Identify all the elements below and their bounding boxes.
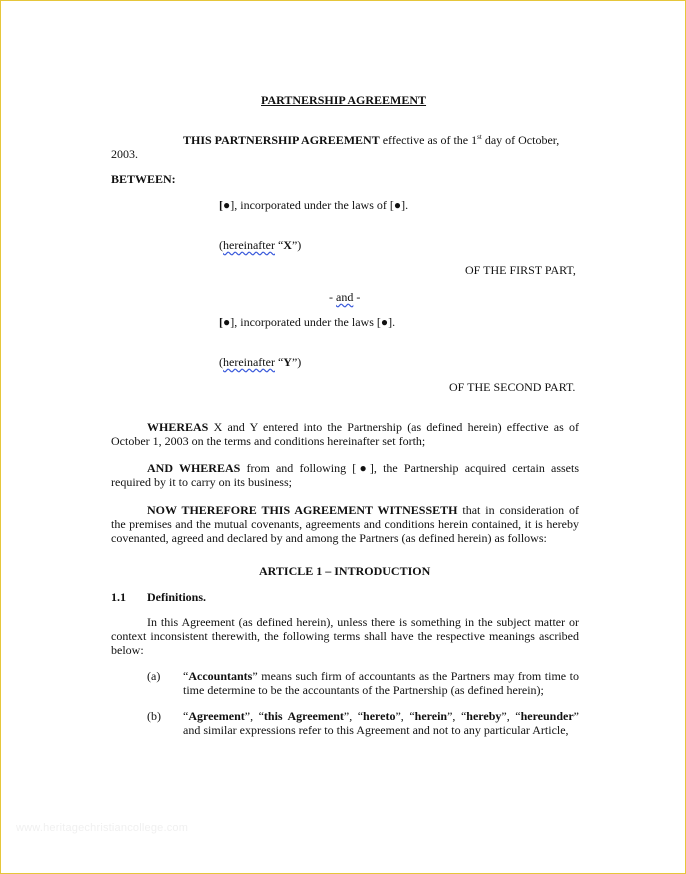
intro-line-2: 2003. bbox=[111, 147, 138, 161]
intro-sup: st bbox=[477, 133, 482, 141]
watermark: www.heritagechristiancollege.com bbox=[16, 822, 189, 834]
second-part-label: OF THE SECOND PART. bbox=[449, 380, 576, 394]
first-part-label: OF THE FIRST PART, bbox=[465, 263, 576, 277]
intro-bold: THIS PARTNERSHIP AGREEMENT bbox=[183, 133, 380, 147]
now-therefore-paragraph: NOW THEREFORE THIS AGREEMENT WITNESSETH that in consideration of the premises and the mutual covenants, agreements and conditions herein contained, it is hereby covenanted, agreed and declared by and among the Partners (as defined herein) as follows: bbox=[111, 503, 579, 545]
item-b-label: (b) bbox=[147, 709, 161, 723]
party-2-hereinafter: (hereinafter “Y”) bbox=[219, 355, 302, 369]
section-title: Definitions. bbox=[147, 590, 207, 604]
item-a-label: (a) bbox=[147, 669, 161, 683]
intro-text-a: effective as of the 1 bbox=[379, 133, 478, 147]
item-a-text: “Accountants” means such firm of accountants as the Partners may from time to time determine to be the accountants of the Partnership (as defined herein); bbox=[183, 669, 579, 697]
article-heading: ARTICLE 1 – INTRODUCTION bbox=[259, 564, 431, 578]
whereas-paragraph: WHEREAS X and Y entered into the Partnership (as defined herein) effective as of October 1, 2003 on the terms and conditions hereinafter set forth; bbox=[111, 420, 579, 448]
intro-text-b: day of October, bbox=[481, 133, 560, 147]
and-whereas-paragraph: AND WHEREAS from and following [●], the Partnership acquired certain assets required by it to carry on its business; bbox=[111, 461, 580, 489]
definitions-paragraph: In this Agreement (as defined herein), unless there is something in the subject matter or context inconsistent therewith, the following terms shall have the respective meanings ascribed below: bbox=[111, 615, 579, 657]
party-2-line: [●], incorporated under the laws [●]. bbox=[219, 315, 396, 329]
placeholder-bullet-icon: ● bbox=[223, 315, 231, 329]
intro-line-1 bbox=[183, 133, 559, 147]
item-b-text: “Agreement”, “this Agreement”, “hereto”, “herein”, “hereby”, “hereunder” and similar expressions refer to this Agreement and not to any particular Article, bbox=[183, 709, 579, 737]
party-1-line: [●], incorporated under the laws of [●]. bbox=[219, 198, 409, 212]
placeholder-bullet-icon: ● bbox=[393, 198, 402, 212]
between-label: BETWEEN: bbox=[111, 172, 176, 186]
and-separator: - and - bbox=[329, 290, 361, 304]
document-title: PARTNERSHIP AGREEMENT bbox=[261, 93, 427, 107]
placeholder-bullet-icon: ● bbox=[380, 315, 389, 329]
placeholder-bullet-icon: ● bbox=[223, 198, 231, 212]
placeholder-bullet-icon: ● bbox=[356, 461, 370, 475]
section-number: 1.1 bbox=[111, 590, 126, 604]
party-1-hereinafter: (hereinafter “X”) bbox=[219, 238, 302, 252]
